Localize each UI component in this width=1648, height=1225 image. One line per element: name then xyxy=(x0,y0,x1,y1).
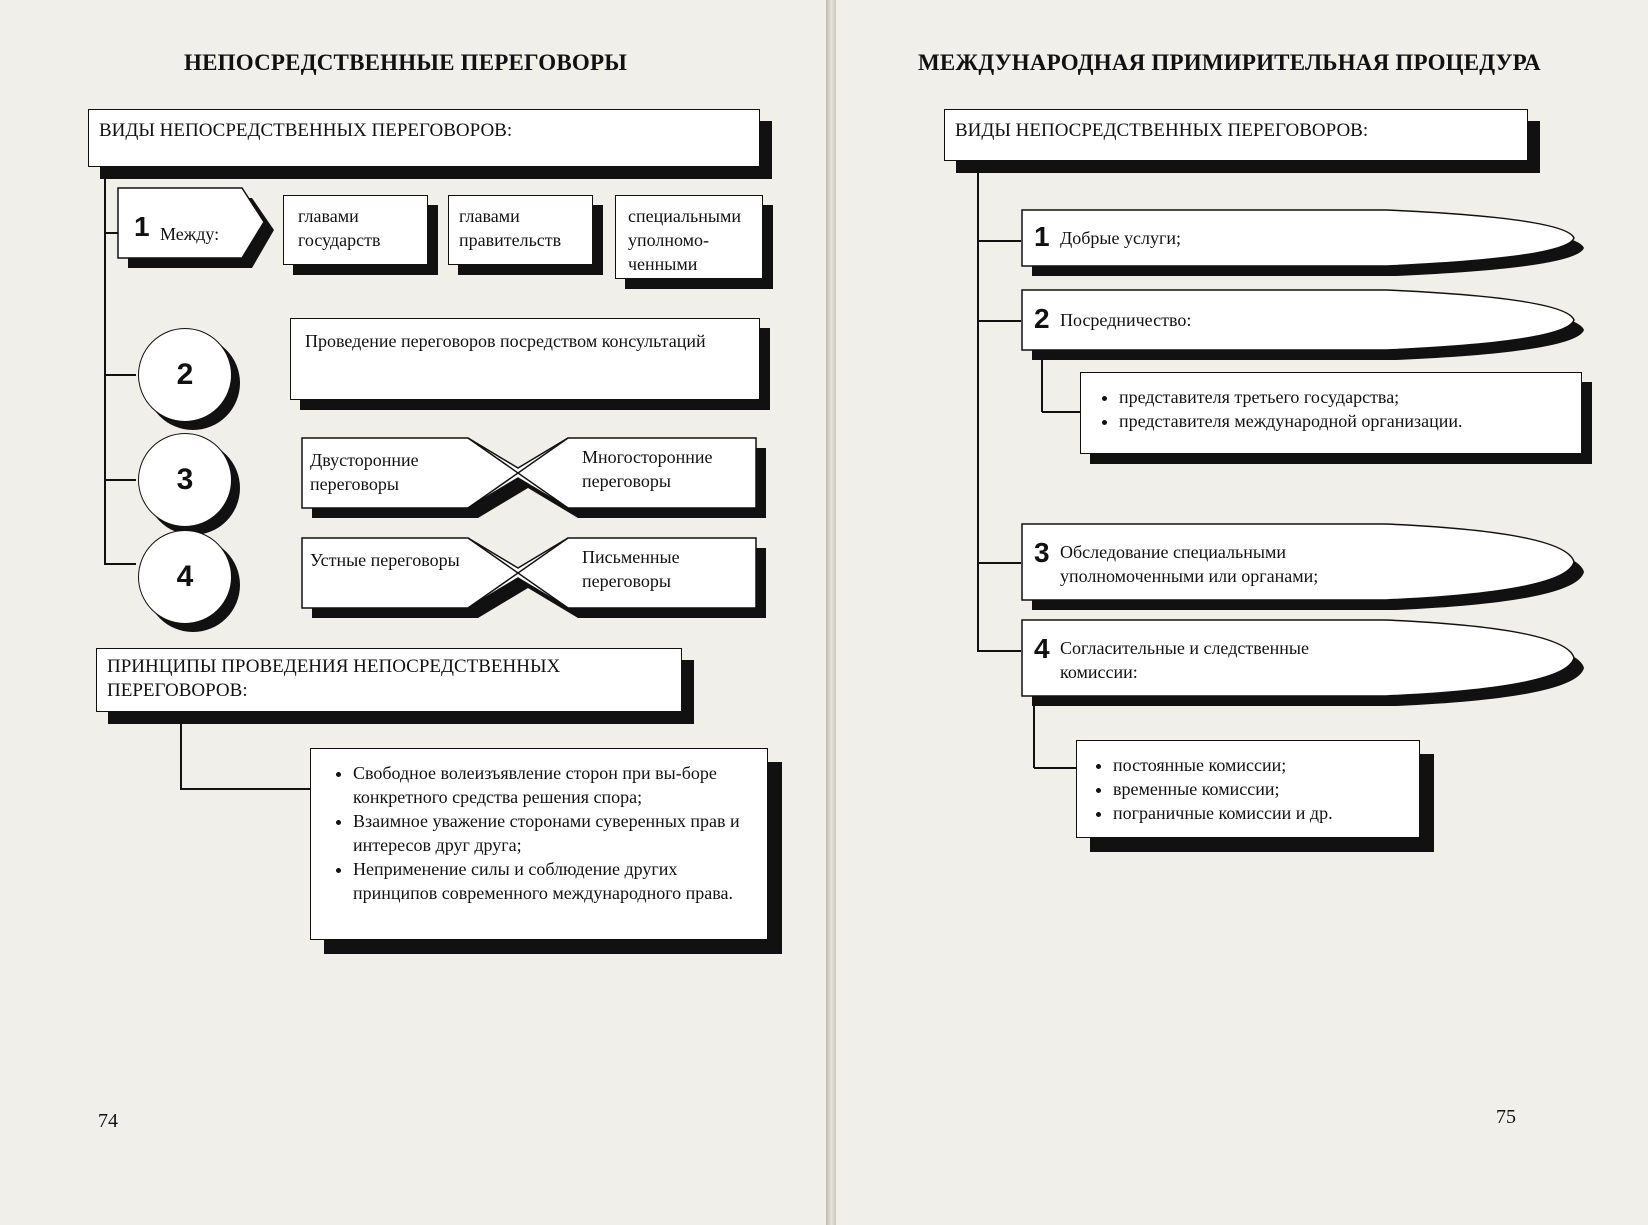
box-consultations-text: Проведение переговоров посредством консультаций xyxy=(305,331,706,351)
oral-negotiations: Устные переговоры xyxy=(310,550,460,570)
written-negotiations: Письменные переговоры xyxy=(582,547,680,591)
box-heads-of-government-text: главами правительств xyxy=(459,206,562,250)
item-1-text: Добрые услуги; xyxy=(1060,228,1182,248)
principles-header-text: ПРИНЦИПЫ ПРОВЕДЕНИЯ НЕПОСРЕДСТВЕННЫХ ПЕРЕГОВОРОВ: xyxy=(107,656,561,701)
row4-number: 4 xyxy=(176,560,194,593)
principles-connector-horizontal xyxy=(180,788,310,790)
item-3-text: Обследование специальными уполномоченными или органами; xyxy=(1060,542,1319,586)
row2-number: 2 xyxy=(176,358,194,391)
principles-connector-vertical xyxy=(180,715,182,790)
mediation-option: • представителя третьего государства; xyxy=(1119,385,1573,409)
multilateral-negotiations: Многосторонние переговоры xyxy=(582,447,713,491)
principles-header xyxy=(96,648,682,712)
mediation-option: • представителя международной организации. xyxy=(1119,409,1573,433)
principles-list xyxy=(319,761,757,905)
right-page xyxy=(836,0,1648,1225)
page-number-left: 74 xyxy=(98,1110,118,1132)
mediation-options-box xyxy=(1080,372,1582,454)
commission-type: • постоянные комиссии; xyxy=(1113,753,1411,777)
item-2-number: 2 xyxy=(1034,303,1050,334)
principle-item: • Неприменение силы и соблюдение других принципов современного международного права. xyxy=(353,857,757,905)
commission-type: • временные комиссии; xyxy=(1113,777,1411,801)
item-4-number: 4 xyxy=(1034,633,1050,664)
commission-types-box xyxy=(1076,740,1420,838)
item-4-text: Согласительные и следственные комиссии: xyxy=(1060,638,1309,682)
item-2-text: Посредничество: xyxy=(1060,310,1192,330)
row1-number: 1 xyxy=(134,211,150,242)
commission-types-list xyxy=(1085,753,1411,825)
right-page-title: МЕЖДУНАРОДНАЯ ПРИМИРИТЕЛЬНАЯ ПРОЦЕДУРА xyxy=(918,50,1541,75)
principles-box xyxy=(310,748,768,940)
right-types-header-text: ВИДЫ НЕПОСРЕДСТВЕННЫХ ПЕРЕГОВОРОВ: xyxy=(955,120,1369,141)
bilateral-negotiations: Двусторонние переговоры xyxy=(310,450,419,494)
item-1-number: 1 xyxy=(1034,221,1050,252)
item-3-number: 3 xyxy=(1034,537,1050,568)
mediation-options-list xyxy=(1089,385,1573,433)
principle-item: • Свободное волеизъявление сторон при вы-боре конкретного средства решения спора; xyxy=(353,761,757,809)
commission-type: • пограничные комиссии и др. xyxy=(1113,801,1411,825)
left-page-title: НЕПОСРЕДСТВЕННЫЕ ПЕРЕГОВОРЫ xyxy=(184,50,628,75)
page-number-right: 75 xyxy=(1496,1106,1516,1128)
row3-number: 3 xyxy=(176,463,194,496)
principle-item: • Взаимное уважение сторонами суверенных прав и интересов друг друга; xyxy=(353,809,757,857)
types-header-text: ВИДЫ НЕПОСРЕДСТВЕННЫХ ПЕРЕГОВОРОВ: xyxy=(99,120,513,141)
right-item-shapes xyxy=(836,0,1648,1225)
row1-label: Между: xyxy=(160,224,220,244)
box-special-representatives-text: специальными уполномо-ченными xyxy=(628,206,741,274)
box-heads-of-state-text: главами государств xyxy=(298,206,381,250)
